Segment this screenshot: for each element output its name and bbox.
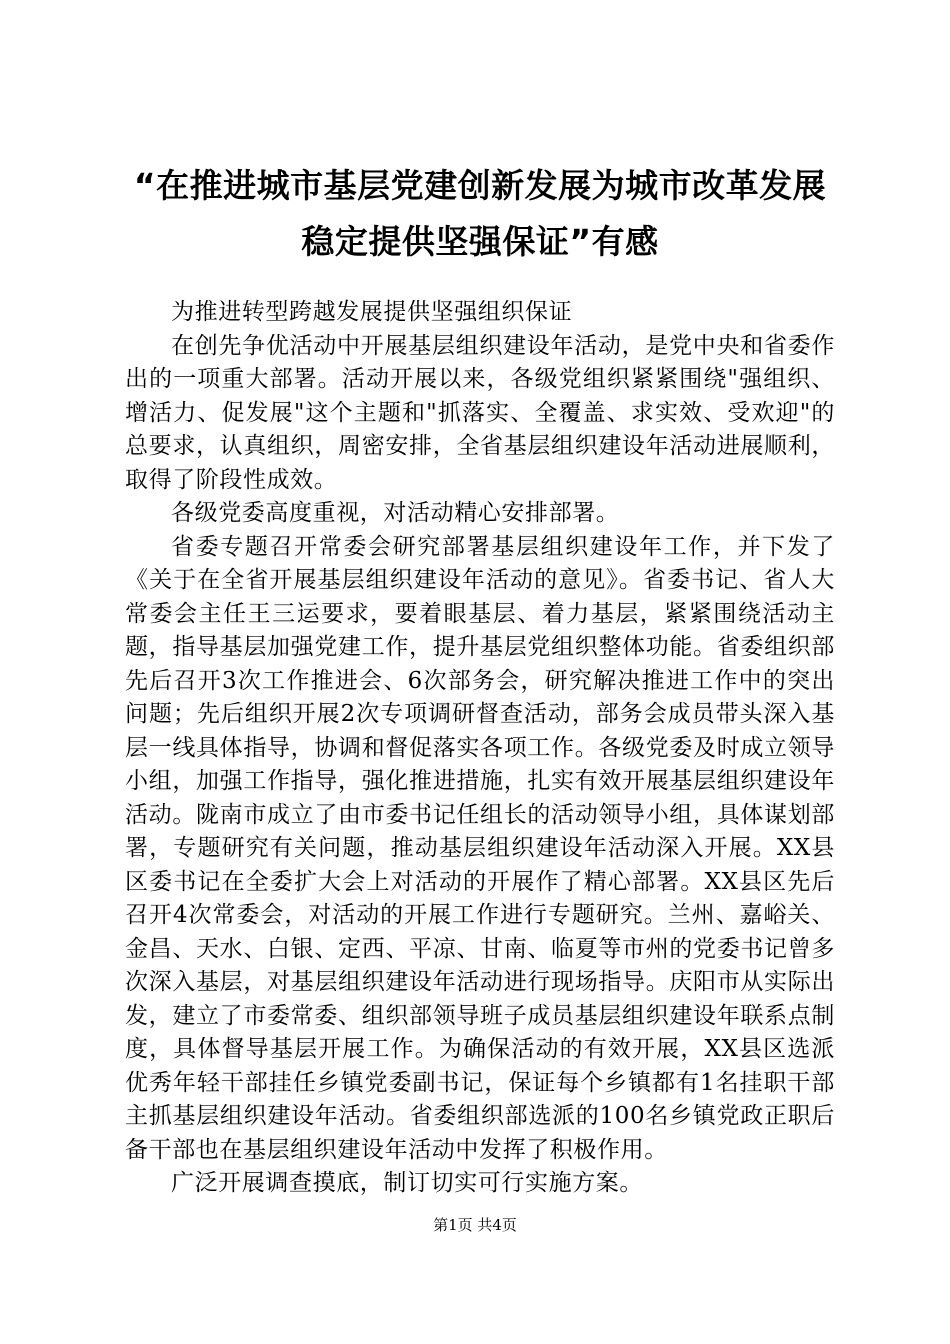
subtitle-paragraph: 为推进转型跨越发展提供坚强组织保证 bbox=[171, 299, 573, 325]
document-title: “在推进城市基层党建创新发展为城市改革发展稳定提供坚强保证”有感 bbox=[133, 166, 827, 261]
document-body bbox=[125, 296, 835, 1201]
page-number-footer: 第1页 共4页 bbox=[433, 1216, 517, 1234]
body-paragraph: 在创先争优活动中开展基层组织建设年活动，是党中央和省委作出的一项重大部署。活动开展以来，各级党组织紧紧围绕"强组织、增活力、促发展"这个主题和"抓落实、全覆盖、求实效、受欢迎"的总要求，认真组织，周密安排，全省基层组织建设年活动进展顺利，取得了阶段性成效。 bbox=[125, 332, 835, 493]
body-paragraph: 广泛开展调查摸底，制订切实可行实施方案。 bbox=[171, 1170, 643, 1196]
body-paragraph: 省委专题召开常委会研究部署基层组织建设年工作，并下发了《关于在全省开展基层组织建设年活动的意见》。省委书记、省人大常委会主任王三运要求，要着眼基层、着力基层，紧紧围绕活动主题，指导基层加强党建工作，提升基层党组织整体功能。省委组织部先后召开3次工作推进会、6次部务会，研究解决推进工作中的突出问题；先后组织开展2次专项调研督查活动，部务会成员带头深入基层一线具体指导，协调和督促落实各项工作。各级党委及时成立领导小组，加强工作指导，强化推进措施，扎实有效开展基层组织建设年活动。陇南市成立了由市委书记任组长的活动领导小组，具体谋划部署，专题研究有关问题，推动基层组织建设年活动深入开展。XX县区委书记在全委扩大会上对活动的开展作了精心部署。XX县区先后召开4次常委会，对活动的开展工作进行专题研究。兰州、嘉峪关、金昌、天水、白银、定西、平凉、甘南、临夏等市州的党委书记曾多次深入基层，对基层组织建设年活动进行现场指导。庆阳市从实际出发，建立了市委常委、组织部领导班子成员基层组织建设年联系点制度，具体督导基层开展工作。为确保活动的有效开展，XX县区选派优秀年轻干部挂任乡镇党委副书记，保证每个乡镇都有1名挂职干部主抓基层组织建设年活动。省委组织部选派的100名乡镇党政正职后备干部也在基层组织建设年活动中发挥了积极作用。 bbox=[125, 533, 835, 1163]
body-paragraph: 各级党委高度重视，对活动精心安排部署。 bbox=[171, 500, 620, 526]
